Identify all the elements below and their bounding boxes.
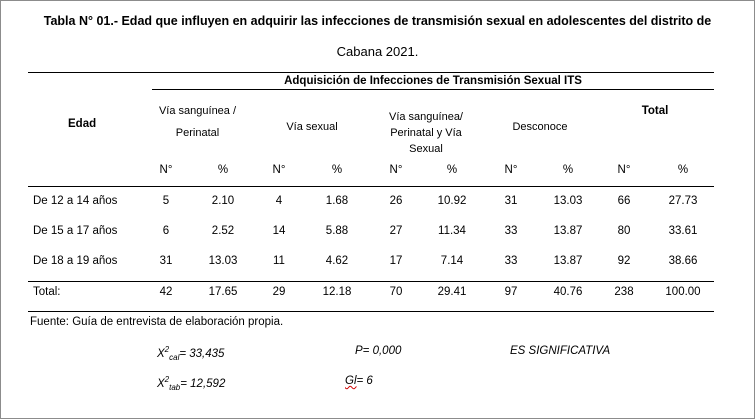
caption-line-1: Tabla N° 01.- Edad que influyen en adquirir las infecciones de transmisión sexual en adolescentes del distrito de [43,14,712,28]
table-bottom-rule [28,311,714,312]
chi-cal-symbol: X [157,347,165,360]
cell-percent: 7.14 [440,255,464,267]
chi-cal-subscript: cal [169,353,180,363]
cell-count: 97 [504,286,518,298]
chi-tab-symbol: X [157,377,165,390]
group-header-via-sanguinea: Vía sanguínea / Perinatal [158,105,237,139]
subheader-count: N° [617,164,631,176]
cell-percent: 2.52 [211,225,235,237]
cell-count: 5 [162,195,170,207]
significance-label: ES SIGNIFICATIVA [510,345,611,357]
chi-cal-superscript: 2 [164,345,170,354]
cell-count: 14 [272,225,286,237]
caption-line-2: Cabana 2021. [336,44,419,59]
cell-count: 92 [617,255,631,267]
cell-percent: 11.34 [438,225,466,237]
gl-value: = 6 [356,375,373,387]
cell-percent: 12.18 [322,286,352,298]
cell-count: 4 [275,195,283,207]
cell-percent: 100.00 [665,286,701,298]
cell-count: 31 [504,195,518,207]
cell-percent: 13.03 [553,195,583,207]
cell-count: 29 [272,286,286,298]
cell-count: 66 [617,195,631,207]
cell-percent: 5.88 [325,225,349,237]
cell-count: 42 [159,286,173,298]
cell-percent: 13.87 [553,225,583,237]
subheader-percent: % [217,164,229,176]
group-header-total: Total [641,105,669,117]
chi-square-tabulated [157,375,225,392]
cell-percent: 4.62 [325,255,349,267]
subheader-count: N° [389,164,403,176]
row-label: De 12 a 14 años [33,195,118,207]
group-header-via-mixta: Vía sanguínea/ Perinatal y Vía Sexual [388,111,463,155]
group-header-desconoce: Desconoce [512,121,568,133]
cell-percent: 33.61 [668,225,698,237]
cell-count: 26 [389,195,403,207]
table-top-rule [28,72,714,73]
header-bottom-rule [28,186,714,187]
p-value: P= 0,000 [355,345,402,357]
gl-label: Gl [345,375,357,387]
row-label: De 18 a 19 años [33,255,118,267]
chi-cal-value: = 33,435 [179,347,225,360]
cell-count: 27 [389,225,403,237]
source-note: Fuente: Guía de entrevista de elaboración propia. [30,316,284,328]
total-top-rule [28,281,714,282]
cell-percent: 27.73 [668,195,698,207]
degrees-of-freedom [345,375,373,387]
cell-percent: 2.10 [211,195,235,207]
cell-percent: 13.87 [553,255,583,267]
group-header: Adquisición de Infecciones de Transmisión Sexual ITS [284,75,582,87]
chi-tab-subscript: tab [169,383,181,393]
edad-header: Edad [68,118,97,130]
chi-square-calculated [157,345,224,362]
cell-percent: 17.65 [208,286,238,298]
cell-count: 80 [617,225,631,237]
cell-count: 11 [273,255,285,267]
cell-count: 70 [389,286,403,298]
subheader-count: N° [272,164,286,176]
cell-count: 6 [162,225,170,237]
cell-count: 33 [504,255,518,267]
cell-count: 238 [614,286,634,298]
subheader-percent: % [562,164,574,176]
subheader-percent: % [677,164,689,176]
group-header-via-sexual: Vía sexual [286,121,338,133]
cell-count: 33 [504,225,518,237]
subheader-count: N° [504,164,518,176]
row-label: De 15 a 17 años [33,225,118,237]
cell-count: 17 [389,255,403,267]
cell-percent: 1.68 [325,195,349,207]
group-header-rule [152,89,714,90]
subheader-count: N° [159,164,173,176]
subheader-percent: % [446,164,458,176]
subheader-percent: % [331,164,343,176]
chi-tab-superscript: 2 [164,375,170,384]
cell-percent: 40.76 [553,286,583,298]
cell-percent: 29.41 [437,286,467,298]
cell-percent: 10.92 [437,195,467,207]
cell-count: 31 [159,255,173,267]
chi-tab-value: = 12,592 [180,377,226,390]
cell-percent: 13.03 [208,255,238,267]
row-label: Total: [33,286,61,298]
cell-percent: 38.66 [668,255,698,267]
